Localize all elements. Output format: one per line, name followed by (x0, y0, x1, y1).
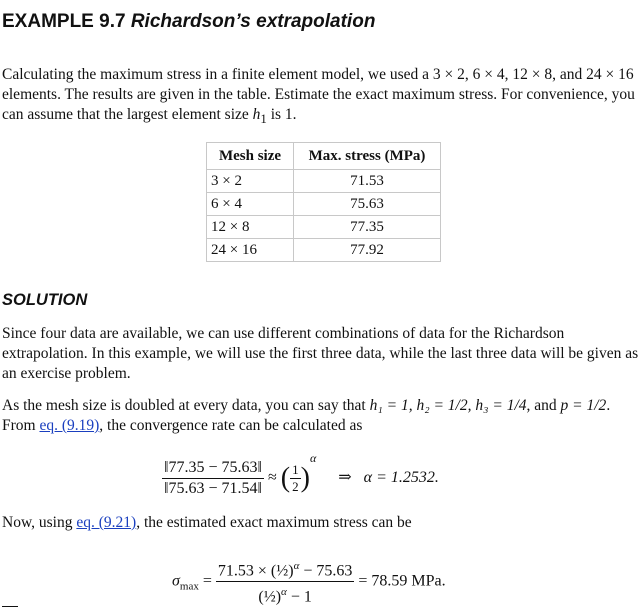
max-stress-equation (172, 556, 446, 608)
solution-paragraph-2 (2, 396, 640, 436)
h-subscript: 1 (260, 111, 267, 127)
den-half: (½) (258, 588, 282, 606)
table-row (207, 216, 441, 239)
alpha-exponent: α (309, 451, 317, 465)
example-title (2, 11, 375, 33)
header-max-stress: Max. stress (MPa) (294, 143, 441, 170)
half-numerator: 1 (292, 461, 299, 477)
example-number: EXAMPLE 9.7 (2, 11, 131, 32)
cell-stress: 77.35 (294, 216, 441, 239)
eq-9-19-link[interactable]: eq. (9.19) (39, 417, 100, 434)
table-row (207, 193, 441, 216)
num-exponent: α (293, 560, 300, 572)
ratio-numerator: ‖77.35 − 75.63‖ (162, 458, 264, 479)
table-row (207, 170, 441, 193)
header-mesh-size: Mesh size (207, 143, 294, 170)
equals-sign: = (202, 572, 212, 590)
convergence-rate-equation (162, 451, 439, 499)
stress-denominator (216, 582, 355, 607)
alpha-result: α = 1.2532. (363, 469, 439, 486)
para2-text-d: , the convergence rate can be calculated as (99, 417, 363, 434)
cell-mesh: 3 × 2 (207, 170, 294, 193)
para2-text-b: , and (526, 397, 561, 414)
problem-text-end: is 1. (266, 106, 297, 123)
problem-statement (2, 65, 638, 129)
table-header-row (207, 143, 441, 170)
solution-paragraph-1: Since four data are available, we can use different combinations of data for the Richardson extrapolation. In this example, we will use the first three data, while the last three data will be given as an exercise problem. (2, 325, 639, 382)
cell-stress: 77.92 (294, 239, 441, 262)
mesh-sizes-math: h₁ = 1, h₂ = 1/2, h₃ = 1/4 (369, 397, 527, 414)
eq-9-21-link[interactable]: eq. (9.21) (76, 514, 137, 531)
para2-text-c: . From (2, 397, 611, 434)
open-paren: ( (280, 462, 291, 494)
den-tail: − 1 (286, 588, 312, 606)
cell-mesh: 6 × 4 (207, 193, 294, 216)
implies-arrow: ⇒ (338, 469, 352, 486)
ratio-denominator: ‖75.63 − 71.54‖ (164, 479, 263, 497)
num-term-a: 71.53 × (217, 562, 271, 580)
solution-heading: SOLUTION (2, 291, 88, 309)
ratio-fraction (162, 458, 264, 499)
approx-sign: ≈ (268, 469, 277, 486)
h-symbol: h (252, 106, 261, 123)
problem-text: Calculating the maximum stress in a finite element model, we used a 3 × 2, 6 × 4, 12 × 8, and 24 × 16 elements. The results are given in the table. Estimate the exact maximum stress. For convenience, you can assume that the largest element size (2, 66, 635, 123)
sigma-symbol: σ (172, 572, 180, 590)
para2-text: As the mesh size is doubled at every data, you can say that (2, 397, 370, 414)
solution-paragraph-3 (2, 513, 640, 533)
sigma-subscript: max (179, 580, 199, 593)
stress-fraction (216, 556, 355, 608)
example-name: Richardson’s extrapolation (130, 11, 376, 32)
table-row (207, 239, 441, 262)
stress-numerator (216, 556, 355, 582)
cell-mesh: 24 × 16 (207, 239, 294, 262)
stress-result: = 78.59 MPa. (358, 572, 446, 590)
cell-mesh: 12 × 8 (207, 216, 294, 239)
p-value-math: p = 1/2 (560, 397, 607, 414)
footnote-divider (2, 606, 18, 607)
para3-text: Now, using (2, 514, 77, 531)
den-exponent: α (281, 586, 287, 599)
cell-stress: 75.63 (294, 193, 441, 216)
para3-text-b: , the estimated exact maximum stress can be (136, 514, 412, 531)
num-half: (½) (270, 562, 294, 580)
half-denominator: 2 (292, 478, 299, 494)
close-paren: ) (300, 462, 310, 494)
cell-stress: 71.53 (294, 170, 441, 193)
half-fraction (290, 462, 301, 495)
results-table (206, 142, 441, 262)
num-term-b: − 75.63 (299, 562, 353, 580)
